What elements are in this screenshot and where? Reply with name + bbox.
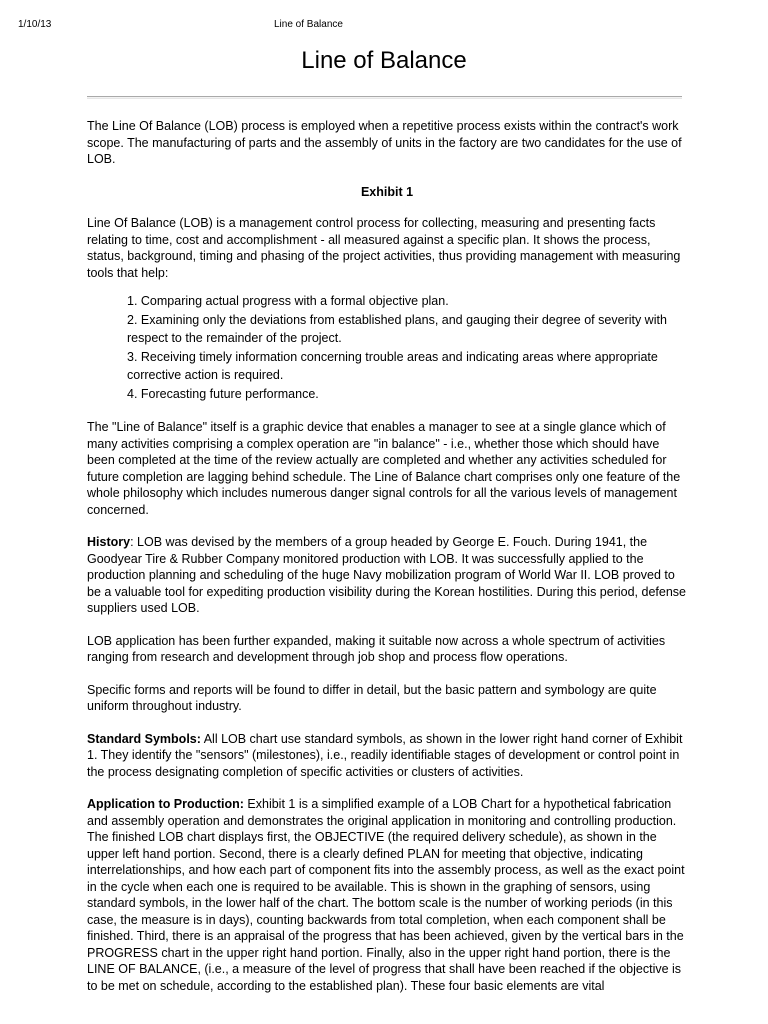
history-label: History bbox=[87, 535, 131, 549]
page-title: Line of Balance bbox=[301, 47, 467, 74]
print-date: 1/10/13 bbox=[18, 19, 52, 30]
horizontal-rule bbox=[87, 96, 682, 99]
list-item: 3. Receiving timely information concerning trouble areas and indicating areas where appropriate corrective action is required. bbox=[127, 349, 658, 382]
standard-symbols-paragraph bbox=[87, 731, 687, 781]
definition-paragraph: Line Of Balance (LOB) is a management control process for collecting, measuring and presenting facts relating to time, cost and accomplishment - all measured against a specific plan. It shows the process, status, background, timing and phasing of the project activities, thus providing management with measuring tools that help: bbox=[87, 216, 681, 280]
graphic-device-paragraph: The "Line of Balance" itself is a graphic device that enables a manager to see at a single glance which of many activities comprising a complex operation are "in balance" - i.e., whether those which should have been completed at the time of the review actually are completed and whether any activities scheduled for future completion are lagging behind schedule. The Line of Balance chart comprises only one feature of the whole philosophy which includes numerous danger signal controls for all the various levels of management concerned. bbox=[87, 420, 681, 517]
expanded-paragraph: LOB application has been further expanded, making it suitable now across a whole spectrum of activities ranging from research and development through job shop and process flow operations. bbox=[87, 633, 666, 664]
application-label: Application to Production: bbox=[87, 797, 244, 811]
history-text: : LOB was devised by the members of a group headed by George E. Fouch. During 1941, the Goodyear Tire & Rubber Company monitored production with LOB. It was successfully applied to the production planning and scheduling of the huge Navy mobilization program of World War II. LOB proved to be a valuable tool for expediting production visibility during the Korean hostilities. During this period, defense suppliers used LOB. bbox=[87, 535, 686, 615]
standard-symbols-label: Standard Symbols: bbox=[87, 731, 201, 746]
standard-symbols-text: All LOB chart use standard symbols, as shown in the lower right hand corner of Exhibit 1. They identify the "sensors" (milestones), i.e., readily identifiable stages of development or control point in the process designating completion of specific activities or clusters of activities. bbox=[87, 731, 683, 779]
list-item: 4. Forecasting future performance. bbox=[127, 386, 319, 401]
application-text: Exhibit 1 is a simplified example of a LOB Chart for a hypothetical fabrication and assembly operation and demonstrates the original application in monitoring and controlling production. The finished LOB chart displays first, the OBJECTIVE (the required delivery schedule), as shown in the upper left hand portion. Second, there is a clearly defined PLAN for meeting that objective, indicating interrelationships, and how each part of component fits into the assembly process, as well as the exact point in the cycle when each one is required to be available. This is shown in the graphing of sensors, using standard symbols, in the lower half of the chart. The bottom scale is the number of working periods (in this case, the measure is in days), counting backwards from total completion, when each component shall be finished. Third, there is an appraisal of the progress that has been achieved, given by the vertical bars in the PROGRESS chart in the upper right hand portion. Finally, also in the upper right hand portion, there is the LINE OF BALANCE, (i.e., a measure of the level of progress that shall have been reached if the objective is to be met on schedule, according to the established plan). These four basic elements are vital bbox=[87, 797, 685, 993]
print-header bbox=[18, 18, 750, 32]
intro-paragraph: The Line Of Balance (LOB) process is employed when a repetitive process exists within the contract's work scope. The manufacturing of parts and the assembly of units in the factory are two candidates for the use of LOB. bbox=[87, 119, 682, 166]
history-paragraph bbox=[87, 534, 687, 617]
exhibit-heading: Exhibit 1 bbox=[360, 184, 414, 199]
help-list bbox=[87, 292, 687, 403]
application-paragraph bbox=[87, 796, 687, 994]
list-item: 1. Comparing actual progress with a formal objective plan. bbox=[127, 294, 449, 308]
list-item: 2. Examining only the deviations from established plans, and gauging their degree of severity with respect to the remainder of the project. bbox=[127, 312, 667, 345]
forms-paragraph: Specific forms and reports will be found to differ in detail, but the basic pattern and symbology are quite uniform throughout industry. bbox=[87, 682, 657, 713]
article-body bbox=[87, 118, 687, 1010]
print-title: Line of Balance bbox=[274, 19, 343, 30]
